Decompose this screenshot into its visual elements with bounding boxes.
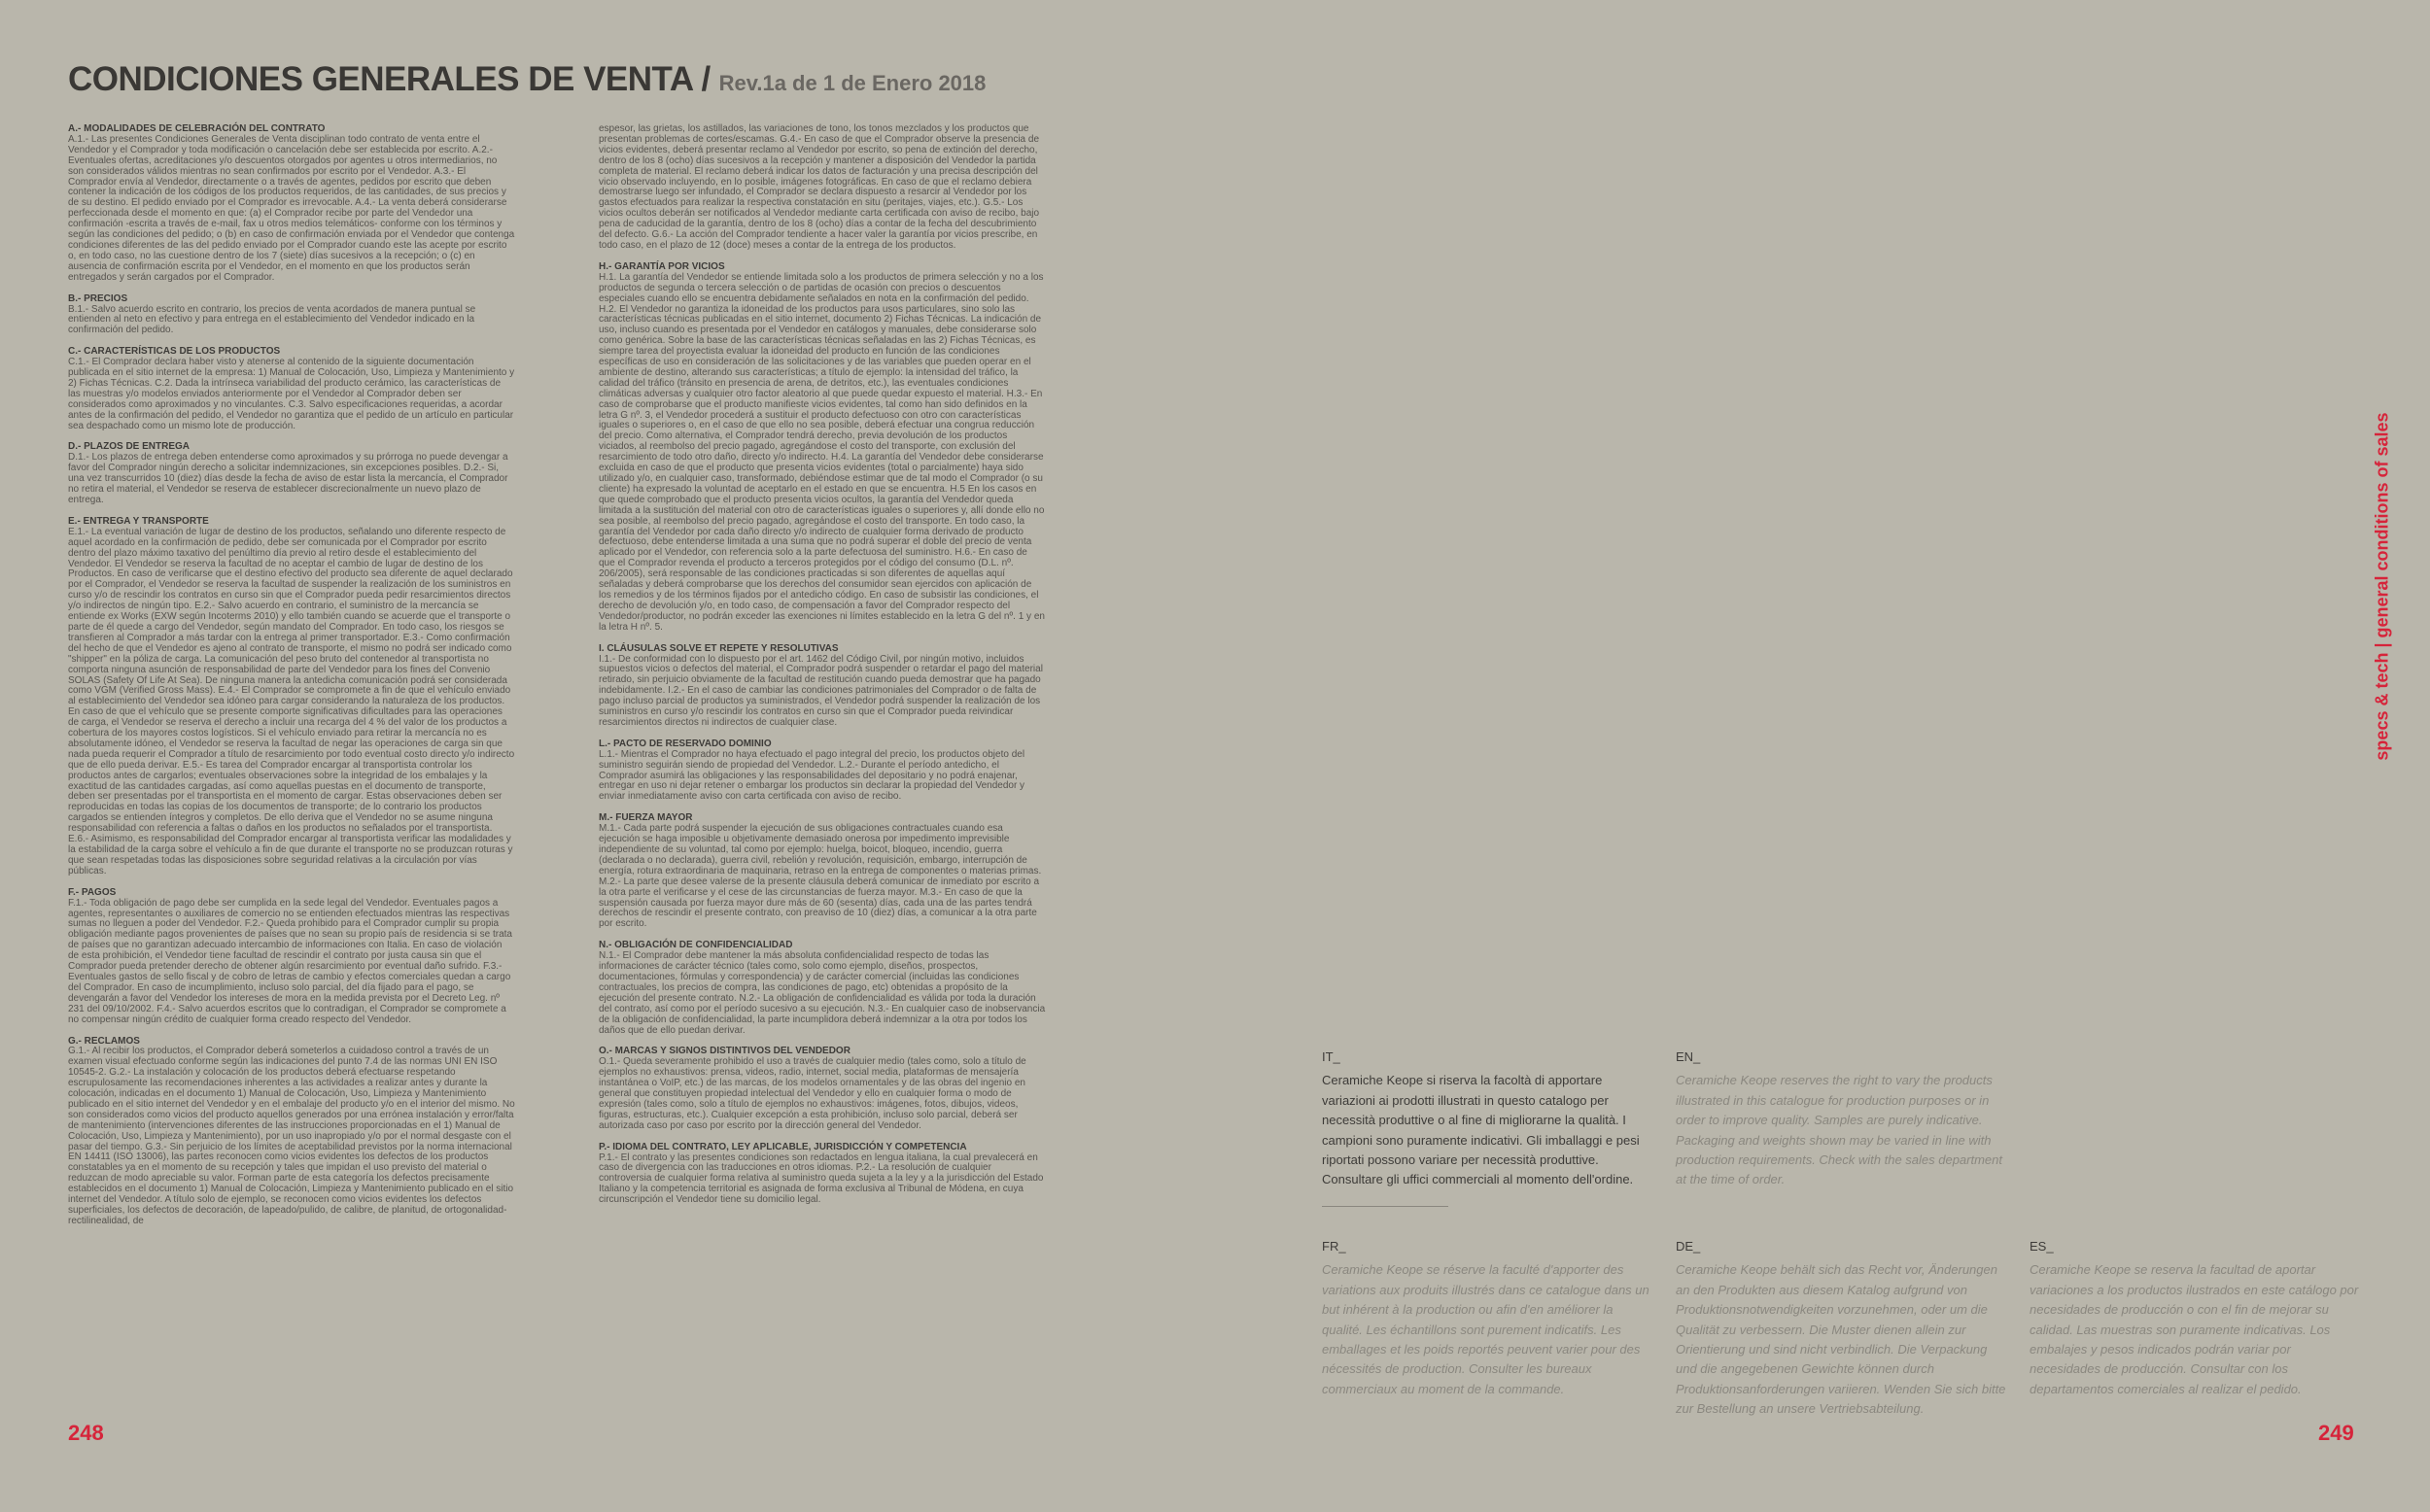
- section-heading: B.- PRECIOS: [68, 292, 128, 304]
- section-i: [599, 644, 1046, 729]
- section-text: G.1.- Al recibir los productos, el Comprador deberá someterlos a cuidadoso control a través de un examen visual efectuado conforme según las indicaciones del punto 7.4 de las normas UNI EN ISO 10545-2. G.2.- La instalación y colocación de los productos deberá efectuarse respetando escrupulosamente las recomendaciones inherentes a las actividades a realizar antes y durante la colocación, indicadas en el documento 1) Manual de Colocación, Uso, Limpieza y Mantenimiento publicado en el sitio internet del Vendedor y en el embalaje del producto y/o en el interior del mismo. No son considerados como vicios del producto aquellos generados por una errónea instalación y error/falta de mantenimiento (intervenciones diferentes de las instrucciones proporcionadas en el 1) Manual de Colocación, Uso, Limpieza y Mantenimiento), por un uso inapropiado y/o por el normal desgaste con el pasar del tiempo. G.3.- Sin perjuicio de los límites de aceptabilidad previstos por la norma internacional EN 14411 (ISO 13006), las partes reconocen como vicios evidentes los defectos de los productos constatables ya en el momento de su recepción y tales que impidan el uso previsto del material o reduzcan de modo apreciable su valor. Forman parte de esta categoría los defectos precisamente establecidos en el documento 1) Manual de Colocación, Limpieza y Mantenimiento publicado en el sitio internet del Vendedor. A título solo de ejemplo, se reconocen como vicios evidentes los defectos superficiales, los defectos de decoración, de lapeado/pulido, de calibre, de planitud, de ortogonalidad-rectilinealidad, de: [68, 1046, 515, 1226]
- section-e: [68, 517, 515, 877]
- language-label: ES_: [2030, 1239, 2054, 1254]
- language-label: DE_: [1676, 1239, 1701, 1254]
- section-text: A.1.- Las presentes Condiciones Generales de Venta disciplinan todo contrato de venta entre el Vendedor y el Comprador y toda modificación o cancelación debe ser establecida por escrito. A.2.- Eventuales ofertas, acreditaciones y/o descuentos otorgados por agentes u otros intermediarios, no son considerados válidos mientras no sean confirmados por escrito por el Vendedor. A.3.- El Comprador envía al Vendedor, directamente o a través de agentes, pedidos por escrito que deben contener la indicación de los códigos de los productos requeridos, de las cantidades, de sus precios y de su destino. El pedido enviado por el Comprador es irrevocable. A.4.- La venta deberá considerarse perfeccionada desde el momento en que: (a) el Comprador recibe por parte del Vendedor una confirmación -escrita a través de e-mail, fax u otros medios telemáticos- conforme con los términos y según las condiciones del pedido; o (b) en caso de confirmación enviada por el Vendedor que contenga condiciones diferentes de las del pedido enviado por el Comprador cuando este las acepte por escrito o, en todo caso, no las cuestione dentro de los 7 (siete) días sucesivos a la recepción; o (c) en ausencia de confirmación escrita por el Vendedor, en el momento en que los productos serán entregados y serán cargados por el Comprador.: [68, 133, 515, 283]
- section-g-continued: [599, 124, 1046, 252]
- section-text: O.1.- Queda severamente prohibido el uso a través de cualquier medio (tales como, solo a título de ejemplos no exhaustivos: prensa, videos, radio, internet, social media, plataformas de mensajería instantánea o VoIP, etc.) de las marcas, de los modelos ornamentales y de las obras del ingenio en general que constituyen propiedad intelectual del Vendedor y ello en cualquier forma o modo de expresión (tales como, solo a título de ejemplos no exhaustivos: imágenes, fotos, dibujos, videos, figuras, estructuras, etc.). Cualquier excepción a esta prohibición, incluso solo parcial, deberá ser autorizada caso por caso por escrito por la dirección general del Vendedor.: [599, 1056, 1026, 1131]
- section-h: [599, 262, 1046, 634]
- disclaimer-text: Ceramiche Keope se réserve la faculté d'apporter des variations aux produits illustrés dans ce catalogue dans un but inhérent à la production ou afin d'en améliorer la qualité. Les échantillons sont purement indicatifs. Les emballages et les poids reportés peuvent varier pour des nécessités de production. Consulter les bureaux commerciaux au moment de la commande.: [1322, 1262, 1649, 1396]
- disclaimer-spanish: [2030, 1237, 2360, 1399]
- section-text: N.1.- El Comprador debe mantener la más absoluta confidencialidad respecto de todas las informaciones de carácter técnico (tales como, solo como ejemplo, diseños, prospectos, documentaciones, fórmulas y correspondencia) y de carácter comercial (incluidas las condiciones contractuales, los precios de compra, las condiciones de pago, etc) obtenidas a propósito de la ejecución del presente contrato. N.2.- La obligación de confidencialidad es válida por toda la duración del contrato, así como por el período sucesivo a su ejecución. N.3.- En cualquier caso de inobservancia de la obligación de confidencialidad, la parte incumplidora deberá indemnizar a la otra por todos los daños que de ello puedan derivar.: [599, 950, 1046, 1036]
- section-g: [68, 1037, 515, 1227]
- section-text: M.1.- Cada parte podrá suspender la ejecución de sus obligaciones contractuales cuando esa ejecución se haga imposible u objetivamente demasiado onerosa por impedimento imprevisible independiente de su voluntad, tal como por ejemplo: huelga, boicot, bloqueo, incendio, guerra (declarada o no declarada), guerra civil, rebelión y revolución, requisición, embargo, interrupción de energía, rotura extraordinaria de maquinaria, retraso en la entrega de componentes o materias primas. M.2.- La parte que desee valerse de la presente cláusula deberá comunicar de inmediato por escrito a la otra parte el verificarse y el cese de las circunstancias de fuerza mayor. M.3.- En caso de que la suspensión causada por fuerza mayor dure más de 60 (sesenta) días, cada una de las partes tendrá derechos de rescindir el presente contrato, con preaviso de 10 (diez) días, a comunicar a la otra parte por escrito.: [599, 823, 1042, 930]
- section-a: [68, 124, 515, 284]
- disclaimer-text: Ceramiche Keope behält sich das Recht vor, Änderungen an den Produkten aus diesem Katalog aufgrund von Produktionsnotwendigkeiten vorzunehmen, oder um die Qualität zu verbessern. Die Muster dienen allein zur Orientierung und sind nicht verbindlich. Die Verpackung und die angegebenen Gewichte können durch Produktionsanforderungen variieren. Wenden Sie sich bitte zur Bestellung an unsere Vertriebsabteilung.: [1676, 1262, 2006, 1417]
- language-label: IT_: [1322, 1049, 1340, 1064]
- section-b: [68, 294, 515, 337]
- section-text: E.1.- La eventual variación de lugar de destino de los productos, señalando uno diferente respecto de aquel acordado en la confirmación de pedido, debe ser comunicada por el Comprador por escrito dentro del plazo máximo taxativo del penúltimo día previo al retiro desde el establecimiento del Vendedor. El Vendedor se reserva la facultad de no aceptar el cambio de lugar de destino de los Productos. En caso de verificarse que el destino efectivo del producto sea diferente de aquel declarado por el Comprador, el Vendedor se reserva la facultad de suspender la realización de los suministros en curso y/o de rescindir los contratos en curso sin que el Comprador pueda pedir resarcimientos directos y/o indirectos de ningún tipo. E.2.- Salvo acuerdo en contrario, el suministro de la mercancía se entiende ex Works (EXW según Incoterms 2010) y ello también cuando se acuerde que el transporte o parte de él quede a cargo del Vendedor, según mandato del Comprador. En todo caso, los riesgos se transfieren al Comprador a más tardar con la entrega al primer transportador. E.3.- Como confirmación del hecho de que el Vendedor es ajeno al contrato de transporte, el mismo no podrá ser indicado como "shipper" en la póliza de carga. La comunicación del peso bruto del contenedor al transportista no comporta ninguna asunción de responsabilidad de parte del Vendedor para los fines del Convenio SOLAS (Safety Of Life At Sea). De ninguna manera la antedicha comunicación podrá ser considerada como VGM (Verified Gross Mass). E.4.- El Comprador se compromete a fin de que el vehículo enviado al establecimiento del Vendedor sea idóneo para cargar considerando la naturaleza de los productos. En caso de que el vehículo que se presente comporte significativas dificultades para las operaciones de carga, el Vendedor se reserva el derecho a incluir una recarga del 4 % del valor de los productos a cobertura de los mayores costos logísticos. Si el vehículo enviado para retirar la mercancía no es absolutamente idóneo, el Vendedor se reserva la facultad de negar las operaciones de carga sin que nada pueda requerir el Comprador a título de resarcimiento por todo eventual costo directo y/o indirecto que de ello pueda derivar. E.5.- Es tarea del Comprador encargar al transportista controlar los productos antes de cargarlos; eventuales observaciones sobre la integridad de los embalajes y la exactitud de las cantidades cargadas, así como aquellas puestas en el documento de transporte, deben ser presentadas por el transportista en el momento de cargar. Estas observaciones deben ser reproducidas en todas las copias de los documentos de transporte; de lo contrario los productos cargados se entienden íntegros y completos. De ello deriva que el Vendedor no se asume ninguna responsabilidad con referencia a faltas o daños en los productos no señalados por el transportista. E.6.- Asimismo, es responsabilidad del Comprador encargar al transportista verificar las modalidades y la estabilidad de la carga sobre el vehículo a fin de que durante el transporte no se produzcan roturas y que sean respetadas todas las disposiciones sobre seguridad relativas a la circulación por vías públicas.: [68, 526, 515, 876]
- conditions-column-middle: [599, 124, 1046, 1217]
- section-heading: F.- PAGOS: [68, 886, 117, 898]
- section-m: [599, 813, 1046, 930]
- section-heading: L.- PACTO DE RESERVADO DOMINIO: [599, 738, 772, 749]
- section-c: [68, 347, 515, 431]
- disclaimer-german: [1676, 1237, 2006, 1420]
- section-l: [599, 739, 1046, 803]
- title-revision: Rev.1a de 1 de Enero 2018: [718, 71, 987, 95]
- page-title: [68, 60, 986, 99]
- disclaimer-italian: [1322, 1048, 1652, 1190]
- disclaimer-text: Ceramiche Keope se reserva la facultad de aportar variaciones a los productos ilustrados en este catálogo por necesidades de producción o con el fin de mejorar su calidad. Las muestras son puramente indicativas. Los embalajes y pesos indicados podrán variar por necesidades de producción. Consultar con los departamentos comerciales al realizar el pedido.: [2030, 1262, 2359, 1396]
- section-text: B.1.- Salvo acuerdo escrito en contrario, los precios de venta acordados de manera puntual se entienden al neto en efectivo y para entrega en el establecimiento del Vendedor indicado en la confirmación del pedido.: [68, 303, 476, 336]
- section-text: H.1. La garantía del Vendedor se entiende limitada solo a los productos de primera selección y no a los productos de segunda o tercera selección o de partidas de ocasión con precios o descuentos especiales cuando ello se encuentra debidamente señalados en nota en la confirmación del pedido. H.2. El Vendedor no garantiza la idoneidad de los productos para usos particulares, sino solo las características técnicas publicadas en el sitio internet, documento 2) Fichas Técnicas. La indicación de uso, incluso cuando es presentada por el Vendedor en catálogos y manuales, debe considerarse solo como genérica. Sobre la base de las características técnicas señaladas en las 2) Fichas Técnicas, es siempre tarea del proyectista evaluar la idoneidad del producto en función de las condiciones específicas de uso en consideración de las solicitaciones y de las variables que pueden operar en el ambiente de destino, alterando sus características; a título de ejemplo: la intensidad del tráfico, la calidad del tráfico (tránsito en presencia de arena, de detritos, etc.), las eventuales condiciones climáticas adversas y cualquier otro factor aleatorio al que puede quedar expuesto el material. H.3.- En caso de comprobarse que el producto manifieste vicios evidentes, tal como han sido definidos en la letra G nº. 3, el Vendedor procederá a sustituir el producto defectuoso con otro con características iguales o superiores o, en el caso de que ello no sea posible, deberá efectuar una congrua reducción del precio. Como alternativa, el Comprador tendrá derecho, previa devolución de los productos viciados, al reembolso del precio pagado, agregándose el costo del transporte, con exclusión del resarcimiento de todo otro daño, directo y/o indirecto. H.4. La garantía del Vendedor debe considerarse excluida en caso de que el producto que presenta vicios evidentes (total o parcialmente) haya sido utilizado y/o, en cualquier caso, transformado, debiéndose estimar que de tal modo el Comprador (o su cliente) ha expresado la voluntad de aceptarlo en el estado en que se encuentra. H.5 En los casos en que quede comprobado que el producto presenta vicios ocultos, la garantía del Vendedor queda limitada a la sustitución del material con otro de características iguales o superiores y, allí donde ello no sea posible, al reembolso del precio pagado, agregándose el costo del transporte. En todo caso, la garantía del Vendedor por cada daño directo y/o indirecto de cualquier forma derivado de producto defectuoso, debe entenderse limitada a una suma que no podrá superar el doble del precio de venta aplicado por el Vendedor, con referencia solo a la parte defectuosa del suministro. H.6.- En caso de que el Comprador revenda el producto a terceros protegidos por el código del consumo (D.L. nº. 206/2005), será responsable de las condiciones practicadas si son diferentes de aquellas aquí señaladas y deberá comprobarse que los derechos del consumidor sean ejercidos con aplicación de los remedios y de los términos fijados por el antedicho código. En caso de subsistir las condiciones, el derecho de devolución y/o, en todo caso, de compensación a favor del Comprador respecto del Vendedor/productor, no podrán exceder las exenciones ni límites establecido en la letra G del nº. 1 y en la letra H nº. 5.: [599, 271, 1045, 633]
- section-heading: O.- MARCAS Y SIGNOS DISTINTIVOS DEL VENDEDOR: [599, 1046, 850, 1057]
- section-heading: M.- FUERZA MAYOR: [599, 812, 693, 824]
- divider: [1322, 1206, 1448, 1207]
- section-text: I.1.- De conformidad con lo dispuesto por el art. 1462 del Código Civil, por ningún motivo, incluidos supuestos vicios o defectos del material, el Comprador podrá suspender o retardar el pago del material retirado, sin perjuicio obviamente de la facultad de restitución cuando pueda demostrar que ha pagado indebidamente. I.2.- En el caso de cambiar las condiciones patrimoniales del Comprador o de falta de pago incluso parcial de productos ya suministrados, el Vendedor podrá suspender la realización de los suministros en curso y/o rescindir los contratos en curso sin que el Comprador pueda reivindicar resarcimientos directos ni indirectos de cualquier clase.: [599, 653, 1043, 728]
- section-text: D.1.- Los plazos de entrega deben entenderse como aproximados y su prórroga no puede devengar a favor del Comprador ningún derecho a solicitar indemnizaciones, sin excepciones posibles. D.2.- Si, una vez transcurridos 10 (diez) días desde la fecha de aviso de estar lista la mercancía, el Comprador no retira el material, el Vendedor se reserva de establecer discrecionalmente un nuevo plazo de entrega.: [68, 452, 508, 505]
- section-text: F.1.- Toda obligación de pago debe ser cumplida en la sede legal del Vendedor. Eventuales pagos a agentes, representantes o auxiliares de comercio no se entienden efectuados mientras las respectivas sumas no lleguen a poder del Vendedor. F.2.- Queda prohibido para el Comprador cumplir su propia obligación mediante pagos provenientes de países que no sean su propio país de residencia si se trata de países que no garantizan adecuado intercambio de informaciones con Italia. En caso de violación de esta prohibición, el Vendedor tiene facultad de rescindir el contrato por justa causa sin que el Comprador pueda pretender derecho de obtener algún resarcimiento por eventual daño sufrido. F.3.- Eventuales gastos de sello fiscal y de cobro de letras de cambio y efectos comerciales quedan a cargo del Comprador. En caso de incumplimiento, incluso solo parcial, del día fijado para el pago, se devengarán a favor del Vendedor los intereses de mora en la medida prevista por el Decreto Leg. nº 231 del 09/10/2002. F.4.- Salvo acuerdos escritos que lo contradigan, el Comprador se compromete a no compensar ningún crédito de cualquier forma creado respecto del Vendedor.: [68, 897, 512, 1025]
- language-label: FR_: [1322, 1239, 1346, 1254]
- section-heading: C.- CARACTERÍSTICAS DE LOS PRODUCTOS: [68, 346, 281, 358]
- section-f: [68, 888, 515, 1026]
- page-number-right: 249: [2318, 1421, 2354, 1445]
- section-heading: I. CLÁUSULAS SOLVE ET REPETE Y RESOLUTIVAS: [599, 642, 839, 654]
- section-text: P.1.- El contrato y las presentes condiciones son redactados en lengua italiana, la cual prevalecerá en caso de divergencia con las traducciones en otros idiomas. P.2.- La resolución de cualquier controversia de cualquier forma relativa al suministro queda sujeta a la ley y a la jurisdicción del Estado Italiano y la competencia territorial es asignada de forma exclusiva al Tribunal de Módena, en cuya circunscripción el Vendedor tiene su domicilio legal.: [599, 1151, 1044, 1206]
- section-n: [599, 941, 1046, 1036]
- section-sidebar-label: specs & tech | general conditions of sales: [2372, 412, 2392, 761]
- disclaimer-text: Ceramiche Keope reserves the right to vary the products illustrated in this catalogue for production purposes or in order to improve quality. Samples are purely indicative. Packaging and weights shown may be varied in line with production requirements. Check with the sales department at the time of order.: [1676, 1073, 2003, 1187]
- section-text: espesor, las grietas, los astillados, las variaciones de tono, los tonos mezclados y los productos que presentan problemas de cortes/escamas. G.4.- En caso de que el Comprador observe la presencia de vicios evidentes, deberá presentar reclamo al Vendedor por escrito, so pena de extinción del derecho, dentro de los 8 (ocho) días sucesivos a la recepción y mantener a disposición del Vendedor la partida completa de material. El reclamo deberá indicar los datos de facturación y una precisa descripción del vicio observado incluyendo, en lo posible, imágenes fotográficas. En caso de que el reclamo debiera demostrarse luego ser infundado, el Comprador se declara dispuesto a resarcir al Vendedor por los gastos efectuados para realizar la respectiva constatación en situ (peritajes, viajes, etc.). G.5.- Los vicios ocultos deberán ser notificados al Vendedor mediante carta certificada con aviso de recibo, bajo pena de caducidad de la garantía, dentro de los 8 (ocho) días a contar de la fecha del descubrimiento del defecto. G.6.- La acción del Comprador tendiente a hacer valer la garantía por vicios prescribe, en todo caso, en el plazo de 12 (doce) meses a contar de la entrega de los productos.: [599, 123, 1040, 251]
- section-p: [599, 1143, 1046, 1206]
- section-text: C.1.- El Comprador declara haber visto y atenerse al contenido de la siguiente documentación publicada en el sitio internet de la empresa: 1) Manual de Colocación, Uso, Limpieza y Mantenimiento y 2) Fichas Técnicas. C.2. Dada la intrínseca variabilidad del producto cerámico, las características de las muestras y/o modelos enviados anteriormente por el Vendedor al Comprador deben ser considerados como aproximados y no vinculantes. C.3. Salvo especificaciones requeridas, a acordar antes de la confirmación del pedido, el Vendedor no garantiza que el pedido de un artículo en particular sea despachado como un mismo lote de producción.: [68, 357, 515, 431]
- language-label: EN_: [1676, 1049, 1701, 1064]
- section-heading: E.- ENTREGA Y TRANSPORTE: [68, 515, 209, 527]
- conditions-column-left: [68, 124, 515, 1238]
- section-heading: D.- PLAZOS DE ENTREGA: [68, 441, 191, 453]
- section-heading: H.- GARANTÍA POR VICIOS: [599, 260, 725, 272]
- section-o: [599, 1047, 1046, 1131]
- section-heading: N.- OBLIGACIÓN DE CONFIDENCIALIDAD: [599, 940, 793, 951]
- section-text: L.1.- Mientras el Comprador no haya efectuado el pago integral del precio, los productos objeto del suministro seguirán siendo de propiedad del Vendedor. L.2.- Durante el período antedicho, el Comprador asumirá las obligaciones y las responsabilidades del depositario y no podrá enajenar, entregar en uso ni dejar retener o embargar los productos sin declarar la propiedad del Vendedor y enviar inmediatamente aviso con carta certificada con aviso de recibo.: [599, 748, 1025, 803]
- section-heading: A.- MODALIDADES DE CELEBRACIÓN DEL CONTRATO: [68, 123, 326, 134]
- section-heading: P.- IDIOMA DEL CONTRATO, LEY APLICABLE, JURISDICCIÓN Y COMPETENCIA: [599, 1141, 967, 1152]
- section-d: [68, 442, 515, 505]
- disclaimer-english: [1676, 1048, 2006, 1190]
- disclaimer-french: [1322, 1237, 1652, 1399]
- section-heading: G.- RECLAMOS: [68, 1035, 140, 1047]
- page-number-left: 248: [68, 1421, 104, 1445]
- title-main: CONDICIONES GENERALES DE VENTA /: [68, 60, 711, 98]
- disclaimer-text: Ceramiche Keope si riserva la facoltà di apportare variazioni ai prodotti illustrati in questo catalogo per necessità produttive o al fine di migliorarne la qualità. I campioni sono puramente indicativi. Gli imballaggi e pesi riportati possono variare per necessità produttive. Consultare gli uffici commerciali al momento dell'ordine.: [1322, 1073, 1640, 1187]
